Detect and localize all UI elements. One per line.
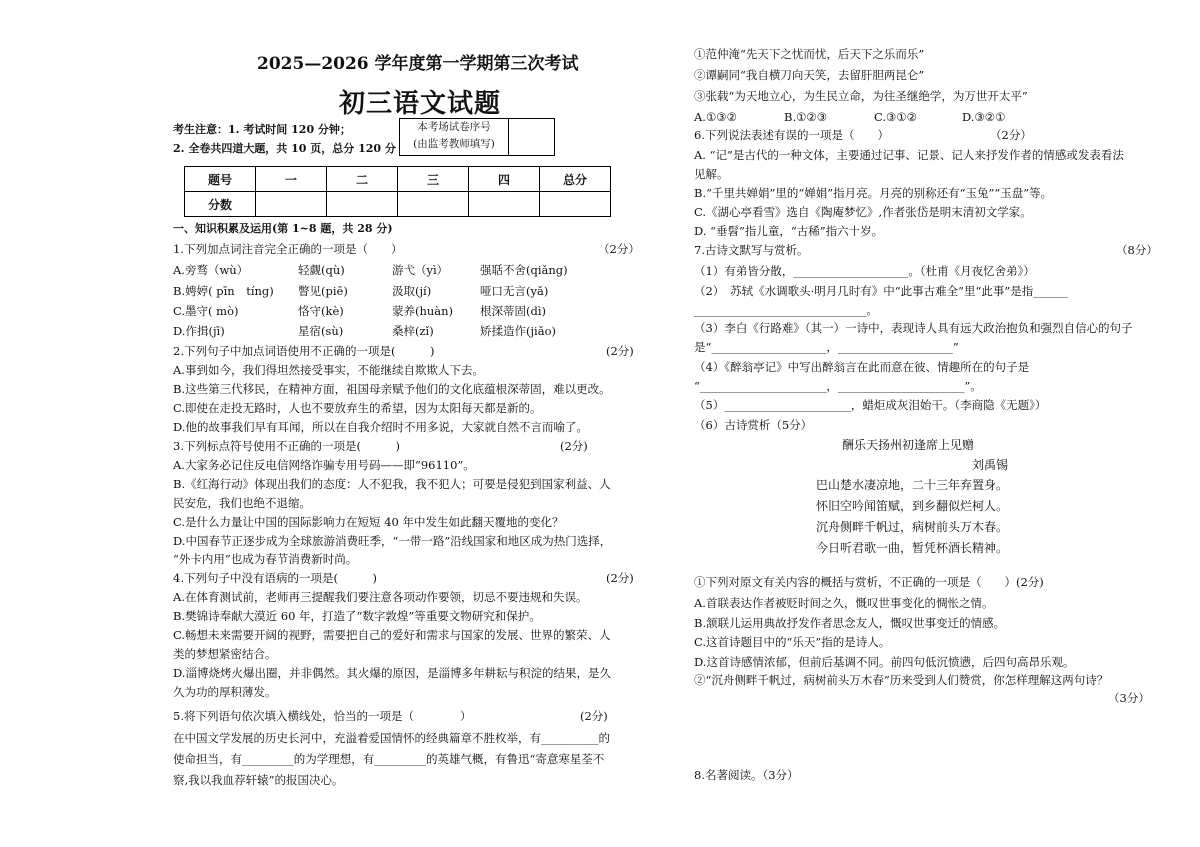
poem-title: 酬乐天扬州初逢席上见赠 bbox=[842, 438, 975, 452]
score-cell[interactable] bbox=[327, 192, 398, 217]
question-5: 5.将下列语句依次填入横线处，恰当的一项是（ ） bbox=[173, 709, 472, 723]
score-cell[interactable] bbox=[398, 192, 469, 217]
poem-line: 今日听君歌一曲，暂凭杯酒长精神。 bbox=[816, 541, 1009, 555]
sub-question-2: ②“沉舟侧畔千帆过，病树前头万木春”历来受到人们赞赏，你怎样理解这两句诗？ bbox=[694, 673, 1109, 687]
q3-option-b: B.《红海行动》体现出我们的态度：人不犯我，我不犯人；可要是侵犯到国家利益、人 bbox=[173, 477, 611, 491]
question-6: 6.下列说法表述有误的一项是（ ） bbox=[694, 128, 889, 142]
q7-line-3: （3）李白《行路难》（其一）一诗中，表现诗人具有远大政治抱负和强烈自信心的句子 bbox=[694, 321, 1133, 335]
q7-line-5: （5）______________________，蜡炬成灰泪始干。（李商隐《无题》） bbox=[694, 398, 1047, 412]
sub1-option-d: D.这首诗感情浓郁，但前后基调不同。前四句低沉愤懑，后四句高昂乐观。 bbox=[694, 655, 1075, 669]
serial-label: 本考场试卷序号 (由监考教师填写) bbox=[400, 119, 509, 155]
q7-line-6: （6）古诗赏析（5分） bbox=[694, 418, 813, 432]
score-header-cell: 一 bbox=[256, 167, 327, 192]
q7-line-4: （4）《醉翁亭记》中写出醉翁言在此而意在彼、情趣所在的句子是 bbox=[694, 360, 1030, 374]
q1-option-d-word: 矫揉造作(jiǎo) bbox=[480, 324, 556, 338]
q4-option-d-cont: 久为功的厚积薄发。 bbox=[173, 685, 277, 699]
q4-option-d: D.淄博烧烤火爆出圈，并非偶然。其火爆的原因，是淄博多年耕耘与积淀的结果，是久 bbox=[173, 666, 611, 680]
q5-choice-c: C.③①② bbox=[874, 110, 917, 124]
question-4-points: (2分) bbox=[606, 571, 634, 585]
sub-question-2-points: （3分） bbox=[1108, 691, 1150, 705]
q6-option-a: A. “记”是古代的一种文体，主要通过记事、记景、记人来抒发作者的情感或发表看法 bbox=[694, 148, 1124, 162]
q5-choice-b: B.①②③ bbox=[784, 110, 828, 124]
question-3-points: (2分) bbox=[560, 439, 588, 453]
q1-option-b-word: 汲取(jí) bbox=[392, 284, 432, 298]
question-3: 3.下列标点符号使用不正确的一项是( ) bbox=[173, 439, 400, 453]
q7-line-3-cont: 是“____________________，____________________” bbox=[694, 340, 959, 354]
q1-option-c-word: 恪守(kè) bbox=[298, 304, 344, 318]
poem-line: 沉舟侧畔千帆过，病树前头万木春。 bbox=[816, 520, 1009, 534]
question-1-points: （2分） bbox=[598, 242, 640, 256]
q6-option-a-cont: 见解。 bbox=[694, 167, 729, 181]
notice-line-1: 考生注意：1. 考试时间 120 分钟； bbox=[173, 123, 351, 136]
q5-item-1: ①范仲淹“先天下之忧而忧，后天下之乐而乐” bbox=[694, 47, 925, 61]
poem-author: 刘禹锡 bbox=[972, 458, 1009, 472]
q4-option-a: A.在体育测试前，老师再三提醒我们要注意各项动作要领，切忌不要违规和失误。 bbox=[173, 590, 588, 604]
q5-choice-a: A.①③② bbox=[694, 110, 737, 124]
section-1-heading: 一、知识积累及运用(第 1~8 题，共 28 分) bbox=[173, 222, 393, 235]
q6-option-c: C.《湖心亭看雪》选自《陶庵梦忆》,作者张岱是明末清初文学家。 bbox=[694, 205, 1032, 219]
q7-line-1: （1）有弟皆分散，____________________。（杜甫《月夜忆舍弟》） bbox=[694, 264, 1035, 278]
score-row-label: 分数 bbox=[185, 192, 256, 217]
score-header-cell: 总分 bbox=[540, 167, 611, 192]
sub1-option-b: B.颔联儿运用典故抒发作者思念友人，慨叹世事变迁的情感。 bbox=[694, 616, 1006, 630]
q5-item-2: ②谭嗣同“我自横刀向天笑，去留肝胆两昆仑” bbox=[694, 68, 925, 82]
question-7: 7.古诗文默写与赏析。 bbox=[694, 243, 809, 257]
q1-option-b-word: 哑口无言(yǎ) bbox=[480, 284, 549, 298]
q1-option-c-word: 根深蒂固(dì) bbox=[480, 304, 547, 318]
q5-item-3: ③张载“为天地立心，为生民立命，为往圣继绝学，为万世开太平” bbox=[694, 89, 1028, 103]
question-4: 4.下列句子中没有语病的一项是( ) bbox=[173, 571, 377, 585]
question-6-points: （2分） bbox=[990, 128, 1032, 142]
q1-option-c-word: 蒙养(huàn) bbox=[392, 304, 454, 318]
score-cell[interactable] bbox=[469, 192, 540, 217]
exam-title: 2025—2026 学年度第一学期第三次考试 bbox=[257, 54, 579, 74]
q2-option-b: B.这些第三代移民，在精神方面，祖国母亲赋予他们的文化底蕴根深蒂固，难以更改。 bbox=[173, 382, 611, 396]
sub1-option-c: C.这首诗题目中的“乐天”指的是诗人。 bbox=[694, 635, 891, 649]
q7-line-2: （2） 苏轼《水调歌头·明月几时有》中“此事古难全”里“此事”是指______ bbox=[694, 284, 1068, 298]
poem-line: 巴山楚水凄凉地，二十三年弃置身。 bbox=[816, 478, 1009, 492]
q3-option-a: A.大家务必记住反电信网络诈骗专用号码——即“96110”。 bbox=[173, 458, 475, 472]
q1-option-b: B.娉婷( pīn tíng) bbox=[173, 284, 274, 298]
score-header-cell: 三 bbox=[398, 167, 469, 192]
q3-option-d: D.中国春节正逐步成为全球旅游消费旺季，“一带一路”沿线国家和地区成为热门选择， bbox=[173, 534, 612, 548]
score-header-cell: 二 bbox=[327, 167, 398, 192]
question-2-points: (2分) bbox=[606, 344, 634, 358]
sub1-option-a: A.首联表达作者被贬时间之久，慨叹世事变化的惆怅之情。 bbox=[694, 596, 994, 610]
q5-text-line: 使命担当，有_________的为学理想，有_________的英雄气概，有鲁迅“寄意寒星荃不 bbox=[173, 752, 605, 766]
question-2: 2.下列句子中加点词语使用不正确的一项是( ) bbox=[173, 344, 435, 358]
score-table-header-row bbox=[185, 167, 611, 192]
q1-option-c: C.墨守( mò) bbox=[173, 304, 239, 318]
score-header-cell: 四 bbox=[469, 167, 540, 192]
q3-option-b-cont: 民安危，我们也绝不退缩。 bbox=[173, 496, 311, 510]
q1-option-a-word: 游弋（yì） bbox=[392, 263, 449, 277]
q6-option-b: B.“千里共婵娟”里的“婵娟”指月亮。月亮的别称还有“玉兔”“玉盘”等。 bbox=[694, 186, 1053, 200]
score-cell[interactable] bbox=[540, 192, 611, 217]
score-cell[interactable] bbox=[256, 192, 327, 217]
score-table bbox=[184, 166, 611, 217]
poem-line: 怀旧空吟闻笛赋，到乡翻似烂柯人。 bbox=[816, 499, 1009, 513]
q6-option-d: D. “垂髫”指儿童，“古稀”指六十岁。 bbox=[694, 224, 884, 238]
score-table-row bbox=[185, 192, 611, 217]
q4-option-c-cont: 类的梦想紧密结合。 bbox=[173, 647, 277, 661]
notice-line-2: 2. 全卷共四道大题，共 10 页，总分 120 分 bbox=[173, 142, 396, 155]
q5-choice-d: D.③②① bbox=[962, 110, 1006, 124]
question-8: 8.名著阅读。（3分） bbox=[694, 768, 799, 782]
q1-option-a-word: 轻觑(qù) bbox=[298, 263, 345, 277]
q3-option-c: C.是什么力量让中国的国际影响力在短短 40 年中发生如此翻天覆地的变化？ bbox=[173, 515, 564, 529]
score-header-cell: 题号 bbox=[185, 167, 256, 192]
q5-text-line: 在中国文学发展的历史长河中，充溢着爱国情怀的经典篇章不胜枚举，有__________的 bbox=[173, 731, 610, 745]
q1-option-b-word: 瞥见(piē) bbox=[298, 284, 348, 298]
q4-option-c: C.畅想未来需要开阔的视野，需要把自己的爱好和需求与国家的发展、世界的繁荣、人 bbox=[173, 628, 611, 642]
q4-option-b: B.樊锦诗奉献大漠近 60 年，打造了“数字敦煌”等重要文物研究和保护。 bbox=[173, 609, 541, 623]
q2-option-a: A.事到如今，我们得坦然接受事实，不能继续自欺欺人下去。 bbox=[173, 363, 484, 377]
q1-option-d-word: 星宿(sù) bbox=[298, 324, 344, 338]
q2-option-c: C.即使在走投无路时，人也不要放弃生的希望，因为太阳每天都是新的。 bbox=[173, 401, 542, 415]
question-5-points: (2分) bbox=[580, 709, 608, 723]
q3-option-d-cont: “外卡内用”也成为春节消费新时尚。 bbox=[173, 552, 358, 566]
q1-option-a-word: 强聒不舍(qiǎng) bbox=[480, 263, 568, 277]
q2-option-d: D.他的故事我们早有耳闻，所以在自我介绍时不用多说，大家就自然不言而喻了。 bbox=[173, 420, 588, 434]
q1-option-d: D.作揖(jī) bbox=[173, 324, 225, 338]
q7-line-2-cont: ______________________________。 bbox=[694, 303, 878, 317]
exam-serial-box bbox=[399, 118, 555, 156]
q7-line-4-cont: “______________________，______________________”。 bbox=[694, 379, 982, 393]
subject-title: 初三语文试题 bbox=[339, 89, 502, 119]
q5-text-line: 察,我以我血荐轩辕”的报国决心。 bbox=[173, 773, 344, 787]
sub-question-1: ①下列对原文有关内容的概括与赏析，不正确的一项是（ ）(2分) bbox=[694, 575, 1044, 589]
q1-option-d-word: 桑梓(zǐ) bbox=[392, 324, 434, 338]
question-1: 1.下列加点词注音完全正确的一项是（ ） bbox=[173, 242, 403, 256]
question-7-points: （8分） bbox=[1116, 243, 1158, 257]
q1-option-a: A.旁骛（wù） bbox=[173, 263, 249, 277]
